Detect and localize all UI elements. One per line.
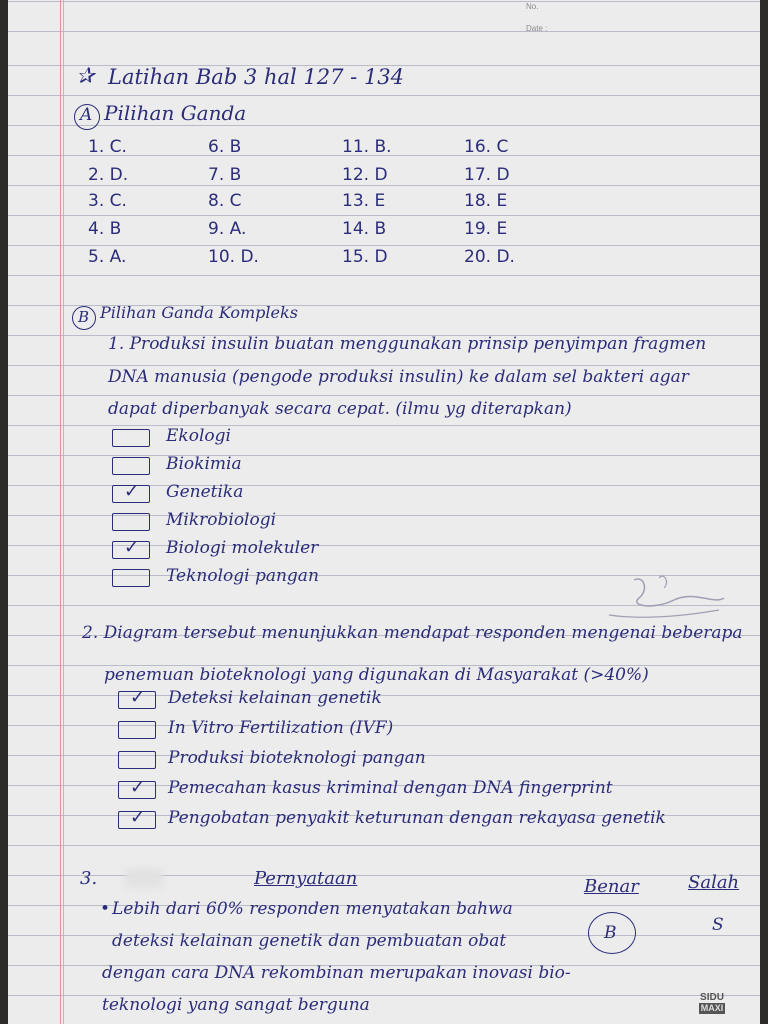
no-label: No. bbox=[526, 2, 539, 11]
option-label: Pengobatan penyakit keturunan dengan rekayasa genetik bbox=[168, 808, 666, 828]
section-a-label: A bbox=[80, 105, 93, 125]
answer-item: 18. E bbox=[464, 191, 508, 211]
blurred-area bbox=[126, 868, 162, 888]
option-label: Ekologi bbox=[166, 426, 231, 446]
q3-col-false: Salah bbox=[688, 872, 740, 893]
q3-false-mark: S bbox=[712, 915, 724, 935]
option-label: Biologi molekuler bbox=[166, 538, 319, 558]
notebook-page bbox=[8, 0, 760, 1024]
option-label: Produksi bioteknologi pangan bbox=[168, 748, 426, 768]
q3-true-mark: B bbox=[604, 923, 617, 943]
option-label: Pemecahan kasus kriminal dengan DNA fingerprint bbox=[168, 778, 613, 798]
answer-item: 16. C bbox=[464, 137, 509, 157]
margin-line-inner bbox=[63, 0, 64, 1024]
checkmark-icon: ✓ bbox=[130, 807, 146, 828]
doodle-drawing bbox=[604, 570, 734, 630]
page-title: Latihan Bab 3 hal 127 - 134 bbox=[108, 65, 405, 89]
q1-line-2: DNA manusia (pengode produksi insulin) ke dalam sel bakteri agar bbox=[108, 367, 689, 387]
option-checkbox[interactable] bbox=[112, 513, 150, 531]
answer-item: 12. D bbox=[342, 165, 388, 185]
option-label: Biokimia bbox=[166, 454, 242, 474]
answer-item: 20. D. bbox=[464, 247, 515, 267]
q3-statement-line-1: Lebih dari 60% responden menyatakan bahwa bbox=[112, 899, 513, 919]
brand-logo bbox=[692, 992, 732, 1014]
section-b-label: B bbox=[78, 308, 90, 326]
checkmark-icon: ✓ bbox=[124, 481, 140, 502]
section-a-title: Pilihan Ganda bbox=[104, 101, 247, 125]
q2-line-2: penemuan bioteknologi yang digunakan di Masyarakat (>40%) bbox=[104, 665, 649, 685]
answer-item: 9. A. bbox=[208, 219, 247, 239]
q3-statement-line-3: dengan cara DNA rekombinan merupakan inovasi bio- bbox=[102, 963, 571, 983]
answer-item: 17. D bbox=[464, 165, 510, 185]
answer-item: 4. B bbox=[88, 219, 122, 239]
q3-col-statement: Pernyataan bbox=[254, 868, 358, 889]
checkmark-icon: ✓ bbox=[124, 537, 140, 558]
answer-item: 7. B bbox=[208, 165, 242, 185]
answer-item: 5. A. bbox=[88, 247, 127, 267]
option-checkbox[interactable] bbox=[112, 569, 150, 587]
section-b-title: Pilihan Ganda Kompleks bbox=[100, 303, 298, 322]
q3-col-true: Benar bbox=[584, 876, 639, 897]
answer-item: 3. C. bbox=[88, 191, 127, 211]
date-label: Date : bbox=[526, 24, 548, 33]
option-checkbox[interactable] bbox=[112, 429, 150, 447]
option-checkbox[interactable] bbox=[118, 721, 156, 739]
q3-statement-line-4: teknologi yang sangat berguna bbox=[102, 995, 370, 1015]
answer-item: 10. D. bbox=[208, 247, 259, 267]
q1-line-3: dapat diperbanyak secara cepat. (ilmu yg diterapkan) bbox=[108, 399, 572, 419]
option-label: Teknologi pangan bbox=[166, 566, 319, 586]
star-icon: ✰ bbox=[76, 64, 95, 89]
answer-item: 13. E bbox=[342, 191, 386, 211]
answer-item: 1. C. bbox=[88, 137, 127, 157]
answer-item: 14. B bbox=[342, 219, 387, 239]
answer-item: 15. D bbox=[342, 247, 388, 267]
answer-item: 19. E bbox=[464, 219, 508, 239]
option-label: Mikrobiologi bbox=[166, 510, 277, 530]
brand-logo-line2: MAXI bbox=[700, 1003, 724, 1013]
q2-line-1: 2. Diagram tersebut menunjukkan mendapat responden mengenai beberapa bbox=[82, 623, 743, 643]
answer-item: 8. C bbox=[208, 191, 242, 211]
option-label: In Vitro Fertilization (IVF) bbox=[168, 718, 394, 738]
answer-item: 11. B. bbox=[342, 137, 392, 157]
q3-bullet: • bbox=[100, 899, 111, 919]
option-label: Deteksi kelainan genetik bbox=[168, 688, 382, 708]
answer-item: 2. D. bbox=[88, 165, 129, 185]
brand-logo-line1: SIDU bbox=[700, 992, 724, 1003]
checkmark-icon: ✓ bbox=[130, 777, 146, 798]
q3-statement-line-2: deteksi kelainan genetik dan pembuatan obat bbox=[112, 931, 507, 951]
q3-number: 3. bbox=[80, 868, 98, 889]
checkmark-icon: ✓ bbox=[130, 687, 146, 708]
option-checkbox[interactable] bbox=[118, 751, 156, 769]
q1-line-1: 1. Produksi insulin buatan menggunakan prinsip penyimpan fragmen bbox=[108, 334, 707, 354]
answer-item: 6. B bbox=[208, 137, 242, 157]
option-label: Genetika bbox=[166, 482, 244, 502]
option-checkbox[interactable] bbox=[112, 457, 150, 475]
margin-line bbox=[60, 0, 61, 1024]
